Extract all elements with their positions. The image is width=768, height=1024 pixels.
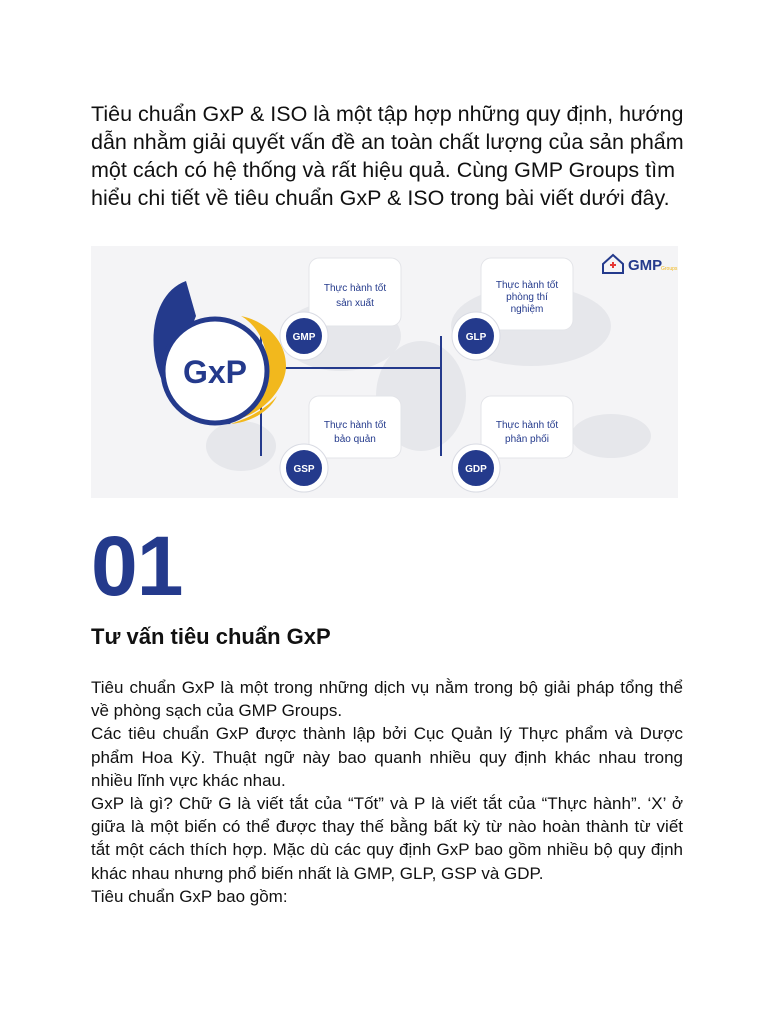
node-glp-code: GLP — [465, 332, 487, 343]
node-glp-line2: phòng thí — [506, 292, 548, 303]
section-body — [91, 676, 683, 908]
node-gmp-line2: sản xuất — [336, 298, 374, 309]
node-glp-line1: Thực hành tốt — [495, 280, 559, 291]
gxp-center-badge — [153, 281, 286, 424]
gmp-groups-logo — [603, 255, 678, 274]
intro-paragraph: Tiêu chuẩn GxP & ISO là một tập hợp những quy định, hướng dẫn nhằm giải quyết vấn đề an toàn chất lượng của sản phẩm một cách có hệ thống và rất hiệu quả. Cùng GMP Groups tìm hiểu chi tiết về tiêu chuẩn GxP & ISO trong bài viết dưới đây. — [91, 102, 684, 210]
node-gsp-code: GSP — [293, 464, 315, 475]
body-paragraph: GxP là gì? Chữ G là viết tắt của “Tốt” và P là viết tắt của “Thực hành”. ‘X’ ở giữa là một biến có thể được thay thế bằng bất kỳ từ nào hoàn thành từ viết tắt một cách thích hợp. Mặc dù các quy định GxP bao gồm nhiều bộ quy định khác nhau nhưng phổ biến nhất là GMP, GLP, GSP và GDP. — [91, 794, 683, 883]
logo-text: GMP — [628, 257, 663, 274]
logo-subtext: Groups — [661, 266, 678, 272]
section-title: Tư vấn tiêu chuẩn GxP — [91, 624, 331, 649]
node-gmp-code: GMP — [292, 332, 316, 343]
section-number: 01 — [91, 519, 183, 613]
node-gdp-line2: phân phối — [505, 434, 549, 445]
body-paragraph: Tiêu chuẩn GxP là một trong những dịch vụ nằm trong bộ giải pháp tổng thể về phòng sạch của GMP Groups. — [91, 678, 683, 721]
node-gdp-line1: Thực hành tốt — [495, 420, 559, 431]
node-gsp-line1: Thực hành tốt — [323, 420, 387, 431]
node-gsp-line2: bảo quản — [334, 434, 376, 445]
gxp-diagram — [91, 246, 678, 498]
body-paragraph: Tiêu chuẩn GxP bao gồm: — [91, 886, 288, 906]
node-gsp — [280, 396, 401, 492]
body-paragraph: Các tiêu chuẩn GxP được thành lập bởi Cục Quản lý Thực phẩm và Dược phẩm Hoa Kỳ. Thuật ngữ này bao quanh nhiều quy định khác nhau trong nhiều lĩnh vực khác nhau. — [91, 724, 683, 790]
gxp-center-label: GxP — [182, 354, 248, 390]
node-gdp-code: GDP — [465, 464, 487, 475]
gxp-infographic — [91, 246, 678, 498]
node-gmp-line1: Thực hành tốt — [323, 283, 387, 294]
node-gdp — [452, 396, 573, 492]
node-glp-line3: nghiệm — [510, 304, 544, 315]
